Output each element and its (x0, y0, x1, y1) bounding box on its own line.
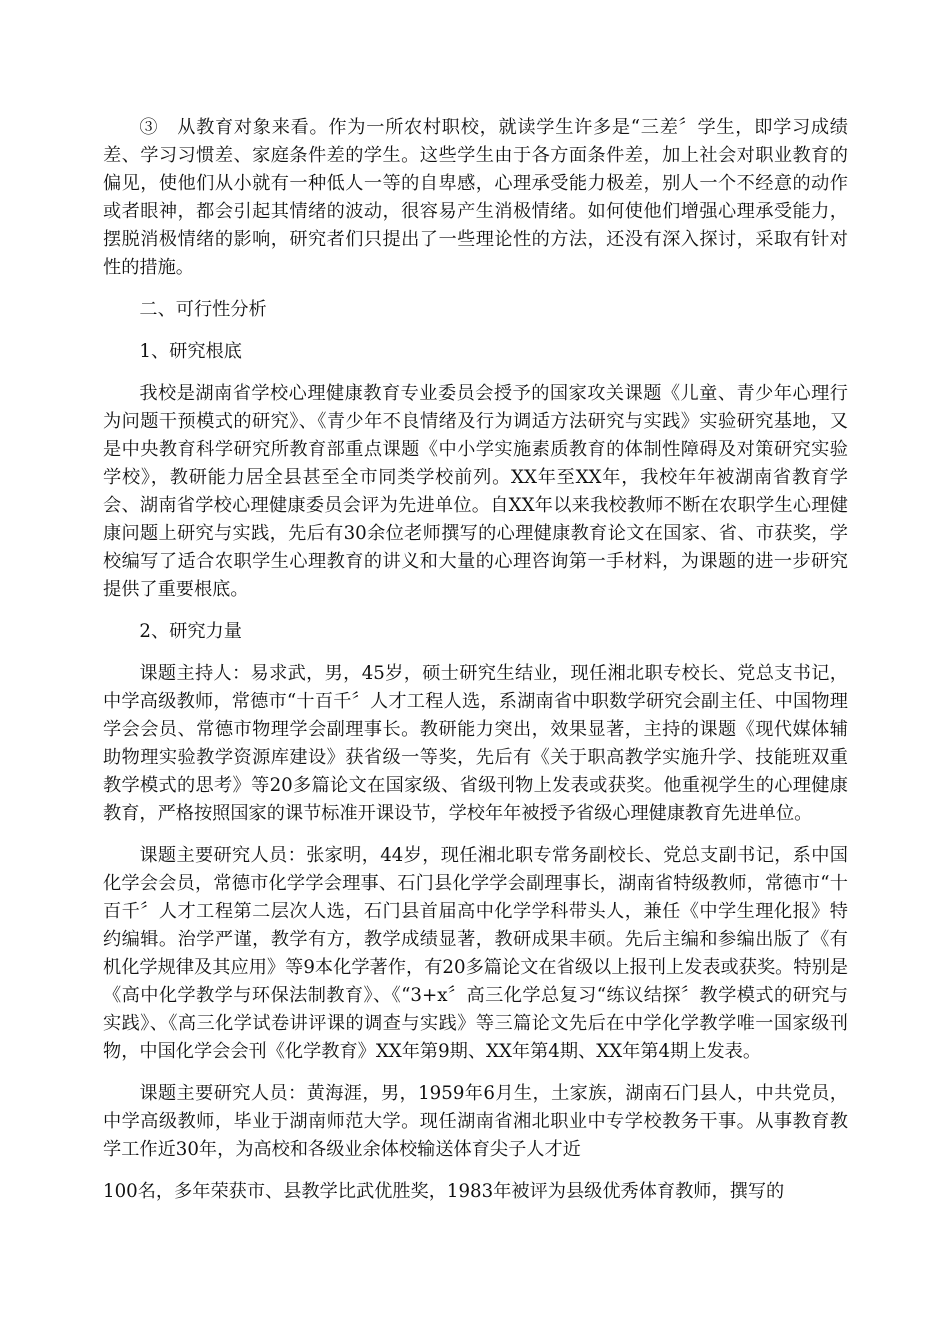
paragraph-education-target: ③ 从教育对象来看。作为一所农村职校，就读学生许多是“三差〞学生，即学习成绩差、学习习惯差、家庭条件差的学生。这些学生由于各方面条件差，加上社会对职业教育的偏见，使他们从小就有一种低人一等的自卑感，心理承受能力极差，别人一个不经意的动作或者眼神，都会引起其情绪的波动，很容易产生消极情绪。如何使他们增强心理承受能力，摆脱消极情绪的影响，研究者们只提出了一些理论性的方法，还没有深入探讨，采取有针对性的措施。 (103, 117, 848, 278)
paragraph-continuation: 100名，多年荣获市、县教学比武优胜奖，1983年被评为县级优秀体育教师，撰写的 (103, 1181, 785, 1202)
paragraph-researcher-huang: 课题主要研究人员：黄海涯，男，1959年6月生，土家族，湖南石门县人，中共党员，中学高级教师，毕业于湖南师范大学。现任湖南省湘北职业中专学校教务干事。从事教育教学工作近30年，为高校和各级业余体校输送体育尖子人才近 (103, 1083, 848, 1160)
document-body (103, 114, 848, 1220)
paragraph-project-host: 课题主持人：易求武，男，45岁，硕士研究生结业，现任湘北职专校长、党总支书记，中学高级教师，常德市“十百千〞人才工程人选，系湖南省中职数学研究会副主任、中国物理学会会员、常德市物理学会副理事长。教研能力突出，效果显著，主持的课题《现代媒体辅助物理实验教学资源库建设》获省级一等奖，先后有《关于职高教学实施升学、技能班双重教学模式的思考》等20多篇论文在国家级、省级刊物上发表或获奖。他重视学生的心理健康教育，严格按照国家的课节标准开课设节，学校年年被授予省级心理健康教育先进单位。 (103, 663, 848, 824)
paragraph-researcher-zhang: 课题主要研究人员：张家明，44岁，现任湘北职专常务副校长、党总支副书记，系中国化学会会员，常德市化学学会理事、石门县化学学会副理事长，湖南省特级教师，常德市“十百千〞人才工程第二层次人选，石门县首届高中化学学科带头人，兼任《中学生理化报》特约编辑。治学严谨，教学有方，教学成绩显著，教研成果丰硕。先后主编和参编出版了《有机化学规律及其应用》等9本化学著作，有20多篇论文在省级以上报刊上发表或获奖。特别是《高中化学教学与环保法制教育》、《“3+x〞高三化学总复习“练议结探〞教学模式的研究与实践》、《高三化学试卷讲评课的调查与实践》等三篇论文先后在中学化学教学唯一国家级刊物，中国化学会会刊《化学教育》XX年第9期、XX年第4期、XX年第4期上发表。 (103, 845, 848, 1062)
section-heading-feasibility: 二、可行性分析 (139, 299, 267, 320)
subheading-research-strength: 2、研究力量 (139, 621, 242, 642)
subheading-research-basis: 1、研究根底 (139, 341, 242, 362)
paragraph-research-basis: 我校是湖南省学校心理健康教育专业委员会授予的国家攻关课题《儿童、青少年心理行为问题干预模式的研究》、《青少年不良情绪及行为调适方法研究与实践》实验研究基地，又是中央教育科学研究所教育部重点课题《中小学实施素质教育的体制性障碍及对策研究实验学校》，教研能力居全县甚至全市同类学校前列。XX年至XX年，我校年年被湖南省教育学会、湖南省学校心理健康委员会评为先进单位。自XX年以来我校教师不断在农职学生心理健康问题上研究与实践，先后有30余位老师撰写的心理健康教育论文在国家、省、市获奖，学校编写了适合农职学生心理教育的讲义和大量的心理咨询第一手材料，为课题的进一步研究提供了重要根底。 (103, 383, 848, 600)
